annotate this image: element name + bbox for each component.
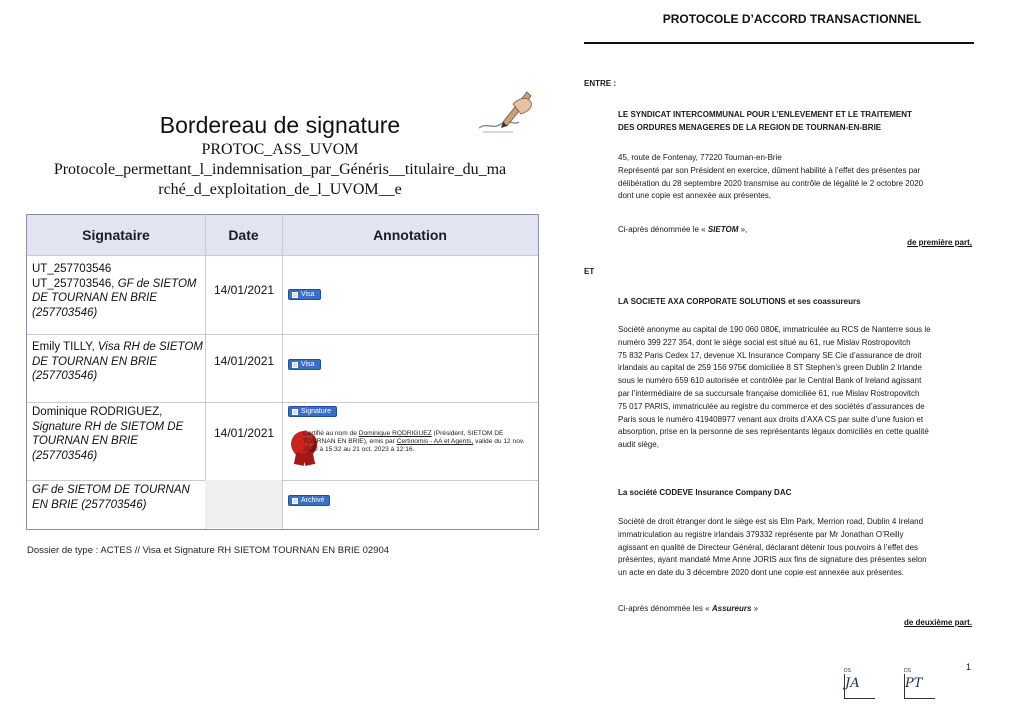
second-part-label: de deuxième part. xyxy=(903,618,972,627)
visa-button[interactable]: Visa xyxy=(288,289,321,300)
party1-alias: Ci-après dénommée le « SIETOM », xyxy=(618,225,748,234)
table-row-signataire: Emily TILLY, Visa RH de SIETOM DE TOURNAN EN BRIE (257703546) xyxy=(32,341,203,382)
initials-signature: JA xyxy=(845,676,860,691)
party2-details: Société anonyme au capital de 190 060 080€, immatriculée au RCS de Nanterre sous le numéro 399 227 354, dont le siège social est situé au 61, rue Mislav Rostropovitch 75 832 Paris Cedex 17, devenue XL Insurance Company SE Cie d’assurance de droit irlandais au capital de 259 156 975€ domiciliée 8 ST Stephen’s green Dublin 2 Irlande sous le numéro 659 610 autorisée et contrôlée par le Central Bank of Ireland agissant par l’intermédiaire de sa succursale française domiciliée 61, rue Mislav Rostropovitch 75 017 PARIS, immatriculée au registre du commerce et des sociétés d’assurances de Paris sous le numéro 419408977 venant aux droits d’AXA CS par suite d’une fusion et absorption, prise en la personne de ses représentants légaux domiciliés en cette qualité audit siège, xyxy=(618,325,931,450)
header-signataire: Signataire xyxy=(27,215,205,255)
party3-alias: Ci-après dénommée les « Assureurs » xyxy=(618,604,759,613)
row-divider xyxy=(27,402,538,403)
page-number: 1 xyxy=(966,662,972,672)
table-row-signataire: Dominique RODRIGUEZ, Signature RH de SIETOM DE TOURNAN EN BRIE (257703546) xyxy=(32,406,184,462)
bordereau-title: Bordereau de signature xyxy=(159,112,401,138)
signature-table xyxy=(26,214,539,530)
certificate-details: Certifié au nom de Dominique RODRIGUEZ (Président, SIETOM DE TOURNAN EN BRIE), émis par Certinomis - AA et Agents, valide du 12 nov. 2020 à 15:32 au 21 oct. 2023 à 12:16. xyxy=(303,430,525,453)
initials-box-2: DS PT xyxy=(904,668,935,699)
protocole-page xyxy=(560,0,1024,724)
table-row-signataire: UT_257703546 UT_257703546, GF de SIETOM DE TOURNAN EN BRIE (257703546) xyxy=(32,263,197,319)
et-label: ET xyxy=(584,267,595,276)
entre-label: ENTRE : xyxy=(584,79,616,88)
pen-signing-icon xyxy=(473,82,535,136)
party2-name: LA SOCIETE AXA CORPORATE SOLUTIONS et ses coassureurs xyxy=(618,297,861,306)
bordereau-filename-line1: Protocole_permettant_l_indemnisation_par_Généris__titulaire_du_ma xyxy=(53,161,507,178)
row-divider xyxy=(27,480,538,481)
column-divider xyxy=(282,215,283,529)
document-icon xyxy=(292,292,298,298)
header-date: Date xyxy=(205,215,282,255)
table-row-date: 14/01/2021 xyxy=(214,283,275,297)
bordereau-ref: PROTOC_ASS_UVOM xyxy=(201,141,359,158)
empty-date-cell xyxy=(205,480,282,528)
table-row-signataire: GF de SIETOM DE TOURNAN EN BRIE (257703546) xyxy=(32,484,190,511)
party3-details: Société de droit étranger dont le siège est sis Elm Park, Merrion road, Dublin 4 Ireland immatriculation au registre irlandais 379332 représente par Mr Jonathan O’Reilly agissant en qualité de Directeur Général, déclarant détenir tous pouvoirs à l’effet des présentes, ayant mandaté Mme Anne JORIS aux fins de signature des présentes selon un acte en date du 3 décembre 2020 dont une copie est annexée aux présentes. xyxy=(618,517,927,578)
initials-box-1: DS JA xyxy=(844,668,875,699)
title-rule xyxy=(584,42,974,44)
row-divider xyxy=(27,334,538,335)
table-row-date: 14/01/2021 xyxy=(214,426,275,440)
document-icon xyxy=(292,409,298,415)
table-row-date: 14/01/2021 xyxy=(214,354,275,368)
row-divider xyxy=(27,255,538,256)
dossier-type: Dossier de type : ACTES // Visa et Signature RH SIETOM TOURNAN EN BRIE 02904 xyxy=(27,545,390,556)
party1-details: 45, route de Fontenay, 77220 Tournan-en-Brie Représenté par son Président en exercice, dûment habilité à l’effet des présentes par délibération du 28 septembre 2020 transmise au contrôle de légalité le 2 octobre 2020 dont une copie est annexée aux présentes, xyxy=(618,153,924,201)
certificate-holder-link[interactable]: Dominique RODRIGUEZ xyxy=(358,430,432,437)
party3-name: La société CODEVE Insurance Company DAC xyxy=(618,488,792,497)
signature-button[interactable]: Signature xyxy=(288,406,337,417)
header-annotation: Annotation xyxy=(282,215,538,255)
certificate-issuer-link[interactable]: Certinomis - AA et Agents, xyxy=(396,438,474,445)
party1-name: LE SYNDICAT INTERCOMMUNAL POUR L’ENLEVEMENT ET LE TRAITEMENT DES ORDURES MENAGERES DE LA REGION DE TOURNAN-EN-BRIE xyxy=(618,110,912,132)
initials-signature: PT xyxy=(905,676,923,691)
document-icon xyxy=(292,498,298,504)
archive-button[interactable]: Archivé xyxy=(288,495,330,506)
protocole-title: PROTOCOLE D’ACCORD TRANSACTIONNEL xyxy=(662,12,922,26)
first-part-label: de première part, xyxy=(907,238,972,247)
bordereau-filename-line2: rché_d_exploitation_de_l_UVOM__e xyxy=(158,181,402,198)
document-icon xyxy=(292,362,298,368)
visa-button[interactable]: Visa xyxy=(288,359,321,370)
